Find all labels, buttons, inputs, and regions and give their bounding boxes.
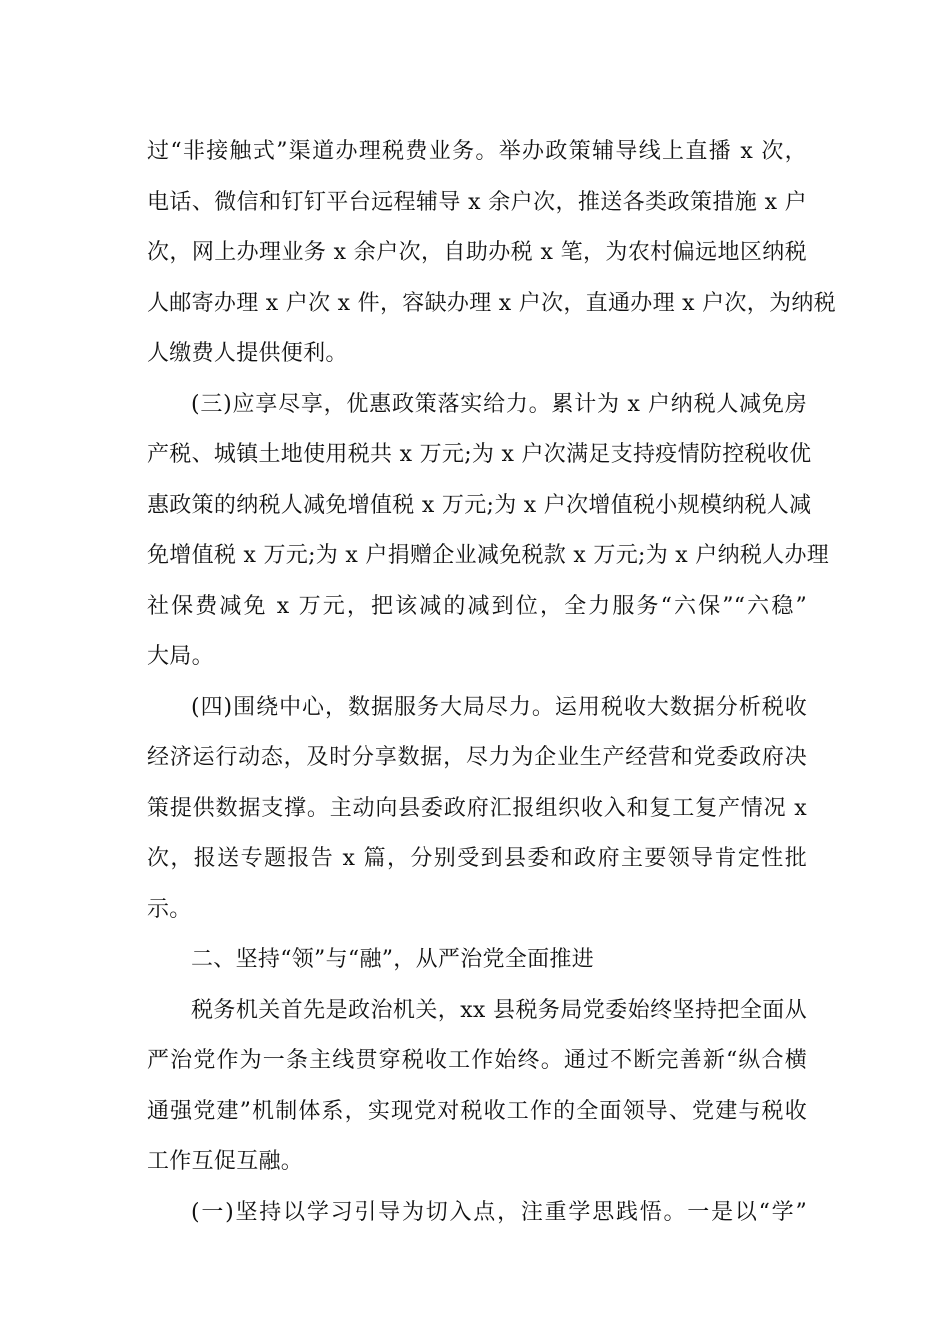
text-line: 通强党建”机制体系，实现党对税收工作的全面领导、党建与税收 [147, 1098, 807, 1124]
text-line: 人缴费人提供便利。 [147, 341, 348, 366]
text-line: 电话、微信和钉钉平台远程辅导 x 余户次，推送各类政策措施 x 户 [147, 189, 807, 215]
section-heading-line: (四)围绕中心，数据服务大局尽力。运用税收大数据分析税收 [191, 694, 807, 720]
text-line: 人邮寄办理 x 户次 x 件，容缺办理 x 户次，直通办理 x 户次，为纳税 [147, 290, 836, 316]
section-heading-line: (三)应享尽享，优惠政策落实给力。累计为 x 户纳税人减免房 [191, 391, 807, 417]
text-line: 税务机关首先是政治机关，xx 县税务局党委始终坚持把全面从 [191, 997, 807, 1023]
text-line: 大局。 [147, 644, 214, 669]
text-line: 严治党作为一条主线贯穿税收工作始终。通过不断完善新“纵合横 [147, 1048, 807, 1073]
chapter-heading: 二、坚持“领”与“融”，从严治党全面推进 [191, 947, 594, 972]
section-heading-line: (一)坚持以学习引导为切入点，注重学思践悟。一是以“学” [191, 1199, 807, 1225]
text-line: 惠政策的纳税人减免增值税 x 万元;为 x 户次增值税小规模纳税人减 [147, 492, 812, 518]
text-line: 次，网上办理业务 x 余户次，自助办税 x 笔，为农村偏远地区纳税 [147, 240, 807, 265]
text-line: 产税、城镇土地使用税共 x 万元;为 x 户次满足支持疫情防控税收优 [147, 442, 812, 467]
text-line: 次，报送专题报告 x 篇，分别受到县委和政府主要领导肯定性批 [147, 846, 807, 871]
text-line: 工作互促互融。 [147, 1149, 304, 1174]
text-line: 示。 [147, 896, 192, 922]
text-line: 过“非接触式”渠道办理税费业务。举办政策辅导线上直播 x 次， [147, 139, 807, 164]
text-line: 社保费减免 x 万元，把该减的减到位，全力服务“六保”“六稳” [147, 593, 807, 619]
body-text [147, 127, 836, 1238]
text-line: 策提供数据支撑。主动向县委政府汇报组织收入和复工复产情况 x [147, 795, 807, 821]
text-line: 免增值税 x 万元;为 x 户捐赠企业减免税款 x 万元;为 x 户纳税人办理 [147, 543, 830, 568]
text-line: 经济运行动态，及时分享数据，尽力为企业生产经营和党委政府决 [147, 745, 807, 770]
